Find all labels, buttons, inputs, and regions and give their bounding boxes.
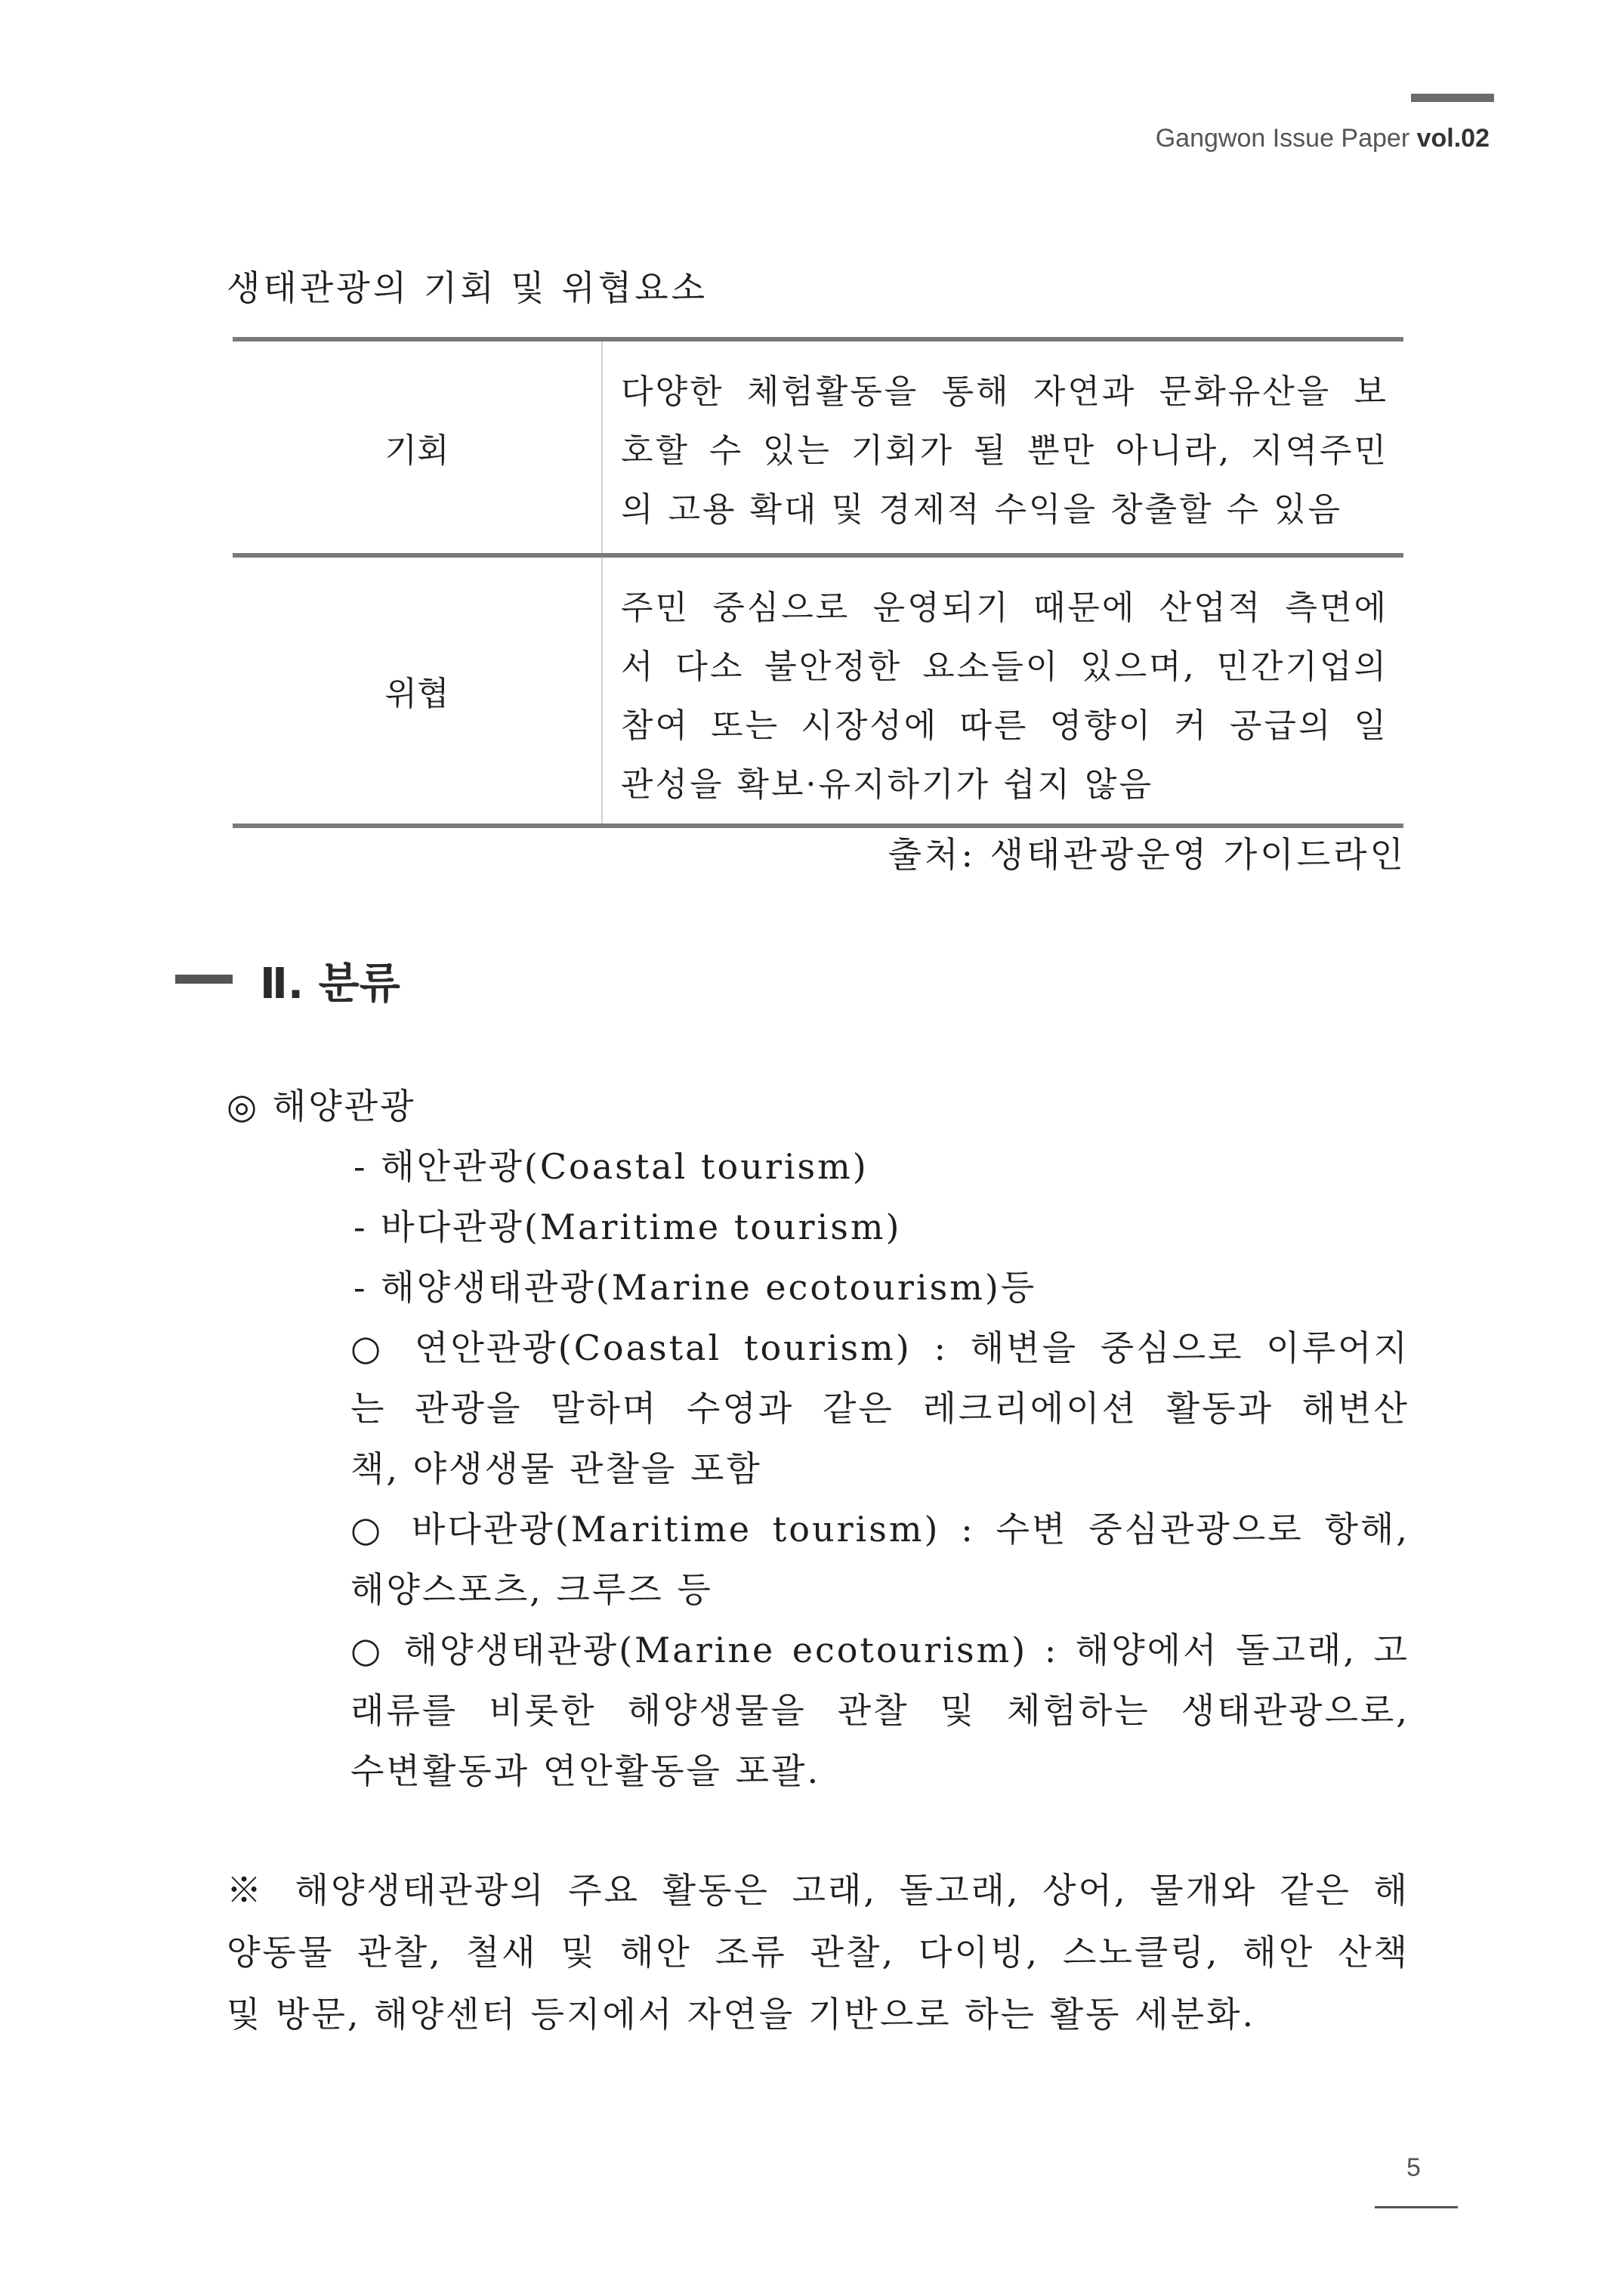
- footer-rule: [1375, 2206, 1458, 2208]
- content-line: 호할 수 있는 기회가 될 뿐만 아니라, 지역주민: [621, 431, 1388, 470]
- detail-line: ○ 해양생태관광(Marine ecotourism) : 해양에서 돌고래, 고: [350, 1630, 1409, 1670]
- list-item: - 해양생태관광(Marine ecotourism)등: [354, 1267, 1037, 1308]
- note-line: 및 방문, 해양센터 등지에서 자연을 기반으로 하는 활동 세분화.: [227, 1994, 1256, 2035]
- opportunity-threat-table: [233, 337, 1403, 828]
- detail-line: 래류를 비롯한 해양생물을 관찰 및 체험하는 생태관광으로,: [350, 1690, 1409, 1731]
- table-source: 출처: 생태관광운영 가이드라인: [888, 834, 1406, 875]
- detail-line: ○ 바다관광(Maritime tourism) : 수변 중심관광으로 항해,: [350, 1509, 1409, 1550]
- content-line: 의 고용 확대 및 경제적 수익을 창출할 수 있음: [621, 490, 1342, 529]
- table-row-opportunity: [233, 341, 1403, 553]
- content-line: 참여 또는 시장성에 따른 영향이 커 공급의 일: [621, 706, 1388, 745]
- section-heading-bar: [175, 975, 233, 984]
- running-header: [1156, 124, 1490, 153]
- header-accent-bar: [1411, 94, 1494, 102]
- list-item: - 바다관광(Maritime tourism): [354, 1207, 902, 1247]
- note-line: 양동물 관찰, 철새 및 해안 조류 관찰, 다이빙, 스노클링, 해안 산책: [227, 1932, 1409, 1973]
- detail-line: 해양스포츠, 크루즈 등: [350, 1569, 713, 1610]
- publication-name: Gangwon Issue Paper: [1155, 124, 1410, 153]
- list-item: - 해안관광(Coastal tourism): [354, 1146, 869, 1187]
- classification-heading: ◎ 해양관광: [227, 1086, 416, 1126]
- detail-line: 수변활동과 연안활동을 포괄.: [350, 1751, 821, 1791]
- note-line: ※ 해양생태관광의 주요 활동은 고래, 돌고래, 상어, 물개와 같은 해: [227, 1870, 1409, 1911]
- detail-line: 는 관광을 말하며 수영과 같은 레크리에이션 활동과 해변산: [350, 1388, 1409, 1429]
- content-line: 서 다소 불안정한 요소들이 있으며, 민간기업의: [621, 647, 1388, 686]
- section-title: Ⅱ. 분류: [260, 960, 400, 1009]
- row-content-threat: [603, 558, 1403, 824]
- detail-line: ○ 연안관광(Coastal tourism) : 해변을 중심으로 이루어지: [350, 1327, 1409, 1368]
- detail-line: 책, 야생생물 관찰을 포함: [350, 1448, 762, 1489]
- row-content-opportunity: [603, 341, 1403, 553]
- table-caption: 생태관광의 기회 및 위협요소: [227, 267, 709, 308]
- content-line: 관성을 확보·유지하기가 쉽지 않음: [621, 765, 1153, 804]
- volume-label: vol.02: [1416, 124, 1490, 153]
- page-number: 5: [1406, 2153, 1421, 2182]
- content-line: 주민 중심으로 운영되기 때문에 산업적 측면에: [621, 589, 1388, 627]
- table-row-threat: [233, 558, 1403, 824]
- row-label-threat: 위협: [233, 558, 603, 824]
- content-line: 다양한 체험활동을 통해 자연과 문화유산을 보: [621, 372, 1388, 411]
- row-label-opportunity: 기회: [233, 341, 603, 553]
